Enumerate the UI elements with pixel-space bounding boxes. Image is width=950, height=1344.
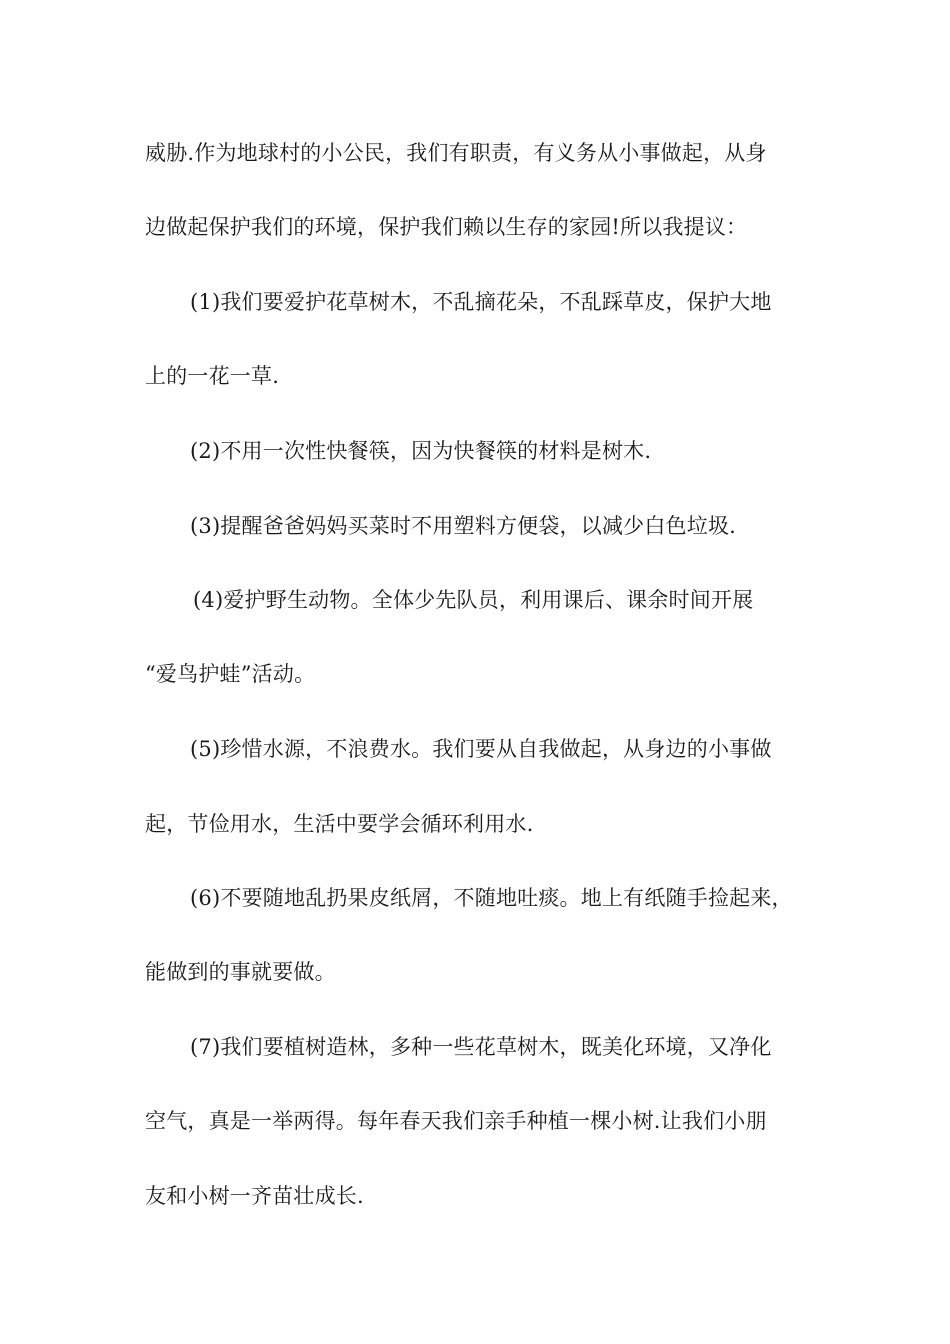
text-line: 上的一花一草. xyxy=(145,364,280,388)
text-line: “爱鸟护蛙”活动。 xyxy=(145,662,316,686)
text-line: 起，节俭用水，生活中要学会循环利用水. xyxy=(145,812,534,836)
list-item-3: (3)提醒爸爸妈妈买菜时不用塑料方便袋，以减少白色垃圾. xyxy=(190,514,737,538)
list-item-4: (4)爱护野生动物。全体少先队员，利用课后、课余时间开展 xyxy=(193,588,754,612)
list-item-5: (5)珍惜水源，不浪费水。我们要从自我做起，从身边的小事做 xyxy=(190,737,772,761)
text-line: 威胁.作为地球村的小公民，我们有职责，有义务从小事做起，从身 xyxy=(145,141,767,165)
list-item-7: (7)我们要植树造林，多种一些花草树木，既美化环境，又净化 xyxy=(190,1035,772,1059)
text-line: 边做起保护我们的环境，保护我们赖以生存的家园!所以我提议： xyxy=(145,215,748,239)
text-line: 友和小树一齐苗壮成长. xyxy=(145,1184,364,1208)
list-item-1: (1)我们要爱护花草树木，不乱摘花朵，不乱踩草皮，保护大地 xyxy=(190,290,772,314)
text-line: 能做到的事就要做。 xyxy=(145,960,336,984)
list-item-6: (6)不要随地乱扔果皮纸屑，不随地吐痰。地上有纸随手捡起来， xyxy=(190,886,793,910)
list-item-2: (2)不用一次性快餐筷，因为快餐筷的材料是树木. xyxy=(190,439,652,463)
text-line: 空气，真是一举两得。每年春天我们亲手种植一棵小树.让我们小朋 xyxy=(145,1109,767,1133)
